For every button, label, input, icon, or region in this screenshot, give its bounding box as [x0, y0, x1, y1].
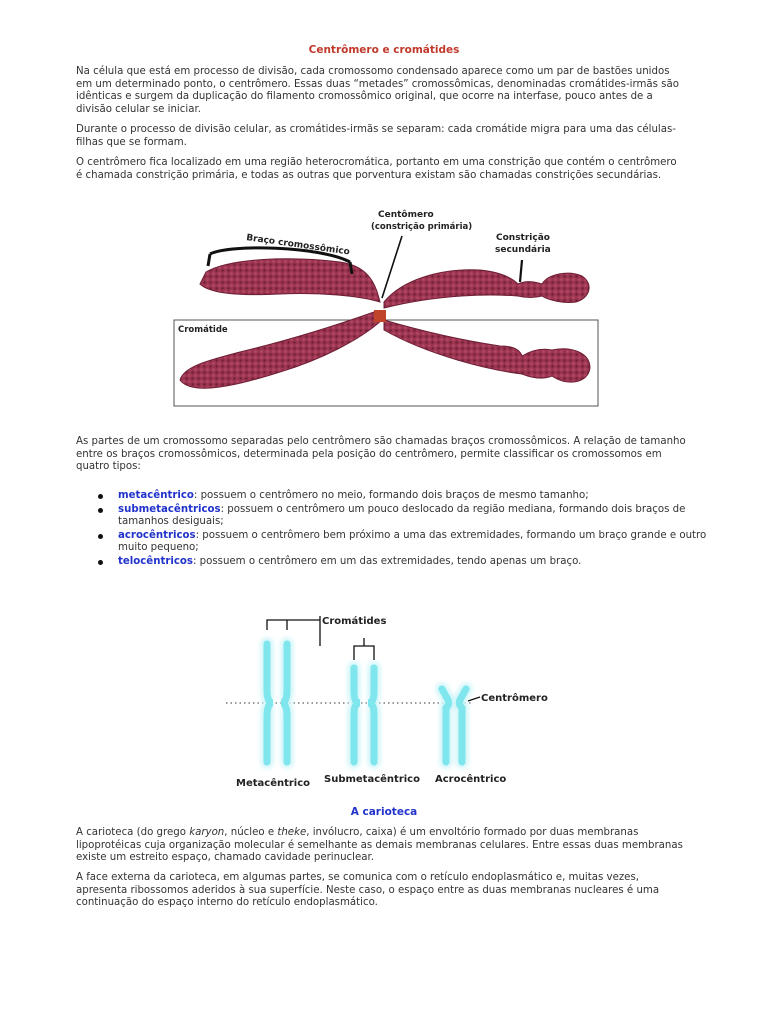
lower-left-arm: [180, 312, 382, 388]
list-item-metacentric: [118, 490, 730, 503]
paragraph-chromatids-intro: Na célula que está em processo de divisão, cada cromossomo condensado aparece como um par de bastões unidos em um determinado ponto, o centrômero. Essas duas “metades” cromossômicas, denominadas cromátides-irmãs são idênticas e surgem da duplicação do filamento cromossômico original, que ocorre na interfase, pouco antes de a divisão celular se iniciar.: [76, 66, 679, 115]
paragraph-karyotheca-external-face: A face externa da carioteca, em algumas partes, se comunica com o retículo endoplasmático e, muitas vezes, apresenta ribossomos aderidos à sua superfície. Neste caso, o espaço entre as duas membranas nucleares é uma continuação do espaço interno do retículo endoplasmático.: [76, 872, 660, 909]
centromere-pointer-2: [468, 697, 480, 701]
term-metacentric: metacêntrico: [118, 490, 194, 501]
label-acrocentric: Acrocêntrico: [435, 774, 507, 785]
paragraph-chromatids-separation: Durante o processo de divisão celular, as cromátides-irmãs se separam: cada cromátide migra para uma das células-filhas que se formam.: [76, 124, 676, 148]
upper-left-arm: [200, 259, 380, 302]
list-item-acrocentric: [118, 530, 730, 555]
label-chromatids: Cromátides: [322, 616, 387, 627]
section-title-karyotheca: A carioteca: [350, 806, 418, 818]
label-metacentric: Metacêntrico: [236, 778, 311, 789]
centromere-knot: [374, 310, 386, 322]
desc-telocentric: : possuem o centrômero em um das extremidades, tendo apenas um braço.: [192, 555, 582, 567]
label-constriction: Constrição: [496, 233, 550, 243]
chromosome-types-list: [76, 490, 730, 570]
paragraph-karyotheca-definition: A carioteca (do grego karyon, núcleo e theke, invólucro, caixa) é um envoltório formado por duas membranas lipoprotéicas cuja organização molecular é semelhante as demais membranas celulares. Entre essas duas membranas existe um estreito espaço, chamado cavidade perinuclear.: [76, 827, 683, 864]
label-centromere-2: Centrômero: [481, 693, 548, 704]
paragraph-chromosome-arms: As partes de um cromossomo separadas pelo centrômero são chamadas braços cromossômicos. A relação de tamanho entre os braços cromossômicos, determinada pela posição do centrômero, permite classificar os cromossomos em quatro tipos:: [76, 436, 686, 473]
term-telocentric: telocêntricos: [118, 555, 193, 567]
term-acrocentric: acrocêntricos: [118, 529, 196, 541]
chromosome-diagram-figure: [170, 200, 610, 412]
desc-acrocentric: : possuem o centrômero bem próximo a uma das extremidades, formando um braço grande e outro muito pequeno;: [118, 529, 707, 554]
metacentric-chromosome: [267, 644, 287, 762]
chromosome-types-svg: [224, 604, 564, 794]
list-item-telocentric: [118, 556, 730, 569]
upper-right-arm: [384, 270, 589, 308]
chromosome-diagram-svg: [170, 200, 610, 412]
acrocentric-chromosome: [442, 689, 466, 762]
label-chromosome-arm: Braço cromossômico: [245, 233, 351, 258]
label-primary-constriction: (constrição primária): [371, 222, 473, 232]
chromosome-types-figure: [224, 604, 564, 794]
label-centromere: Centômero: [378, 210, 434, 220]
secondary-constriction-pointer: [520, 260, 522, 282]
desc-metacentric: : possuem o centrômero no meio, formando dois braços de mesmo tamanho;: [193, 490, 589, 501]
term-submetacentric: submetacêntricos: [118, 503, 221, 515]
label-submetacentric: Submetacêntrico: [324, 774, 420, 785]
desc-submetacentric: : possuem o centrômero um pouco deslocado da região mediana, formando dois braços de tamanhos desiguais;: [118, 503, 686, 528]
lower-right-arm: [384, 320, 590, 382]
paragraph-primary-constriction: O centrômero fica localizado em uma região heterocromática, portanto em uma constrição que contém o centrômero é chamada constrição primária, e todas as outras que porventura existam são chamadas constrições secundárias.: [76, 157, 677, 181]
submetacentric-chromosome: [354, 668, 374, 762]
label-secondary: secundária: [495, 245, 551, 255]
list-item-submetacentric: [118, 504, 730, 529]
label-chromatid: Cromátide: [178, 325, 228, 335]
section-title-centromere: Centrômero e cromátides: [308, 44, 460, 56]
